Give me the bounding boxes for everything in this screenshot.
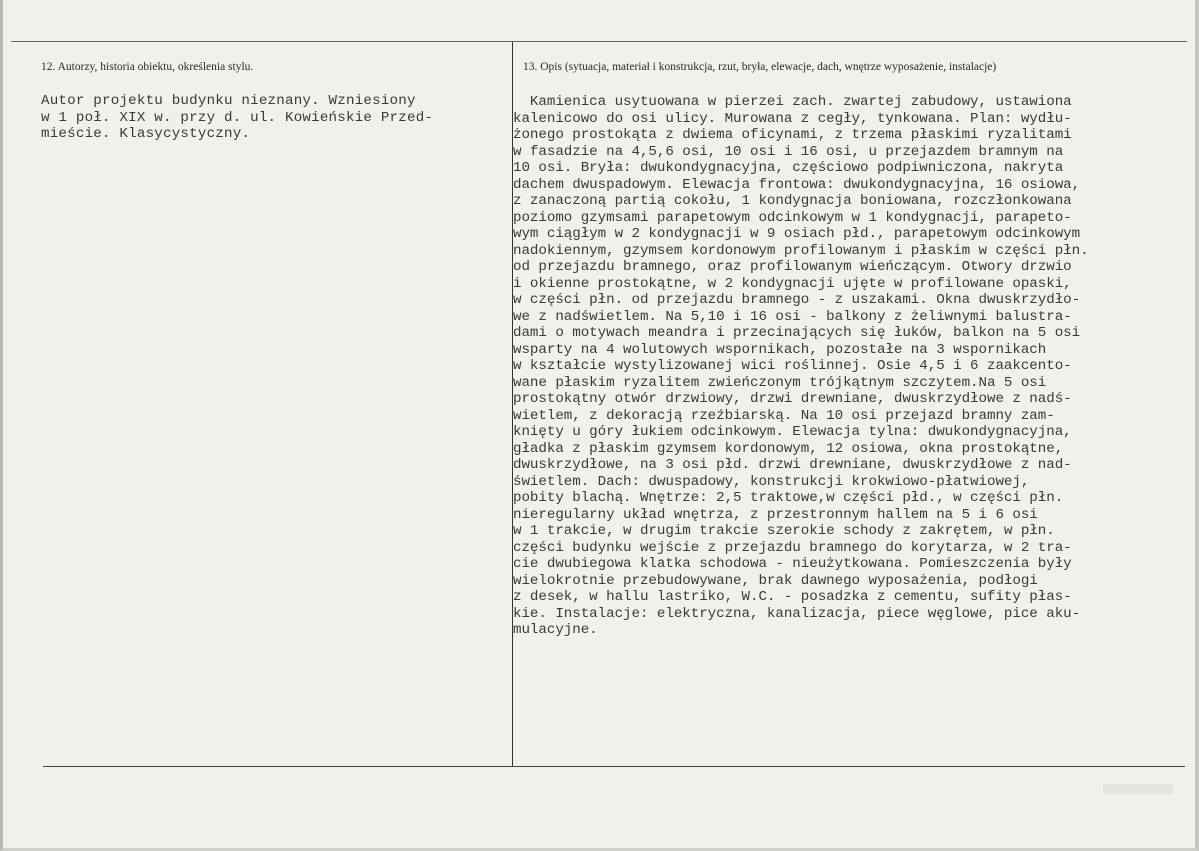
text-line: kalenicowo do osi ulicy. Murowana z cegły, tynkowana. Plan: wydłu-: [513, 110, 1072, 127]
text-line: wane płaskim ryzalitem zwieńczonym trójkątnym szczytem.Na 5 osi: [513, 374, 1047, 391]
text-line: nadokiennym, gzymsem kordonowym profilowanym i płaskim w części płn.: [513, 242, 1089, 259]
text-line: wsparty na 4 wolutowych wspornikach, pozostałe na 3 wspornikach: [513, 341, 1047, 358]
text-line: dwuskrzydłowe, na 3 osi płd. drzwi drewniane, dwuskrzydłowe z nad-: [513, 457, 1072, 473]
text-line: i okienne prostokątne, w 2 kondygnacji ujęte w profilowane opaski,: [513, 275, 1072, 292]
bleed-through-marks: · · · · · · · · · ·: [237, 79, 329, 88]
section-12-heading: 12. Autorzy, historia obiektu, określenia stylu.: [41, 61, 254, 73]
top-rule: [11, 41, 1187, 42]
text-line: mieście. Klasycystyczny.: [41, 126, 251, 142]
text-line: dami o motywach meandra i przecinających się łuków, balkon na 5 osi: [513, 325, 1081, 341]
text-line: prostokątny otwór drzwiowy, drzwi drewniane, dwuskrzydłowe z nadś-: [513, 391, 1072, 407]
section-12-text: [41, 93, 433, 143]
text-line: wym ciągłym w 2 kondygnacji w 9 osiach płd., parapetowym odcinkowym: [513, 226, 1081, 242]
text-line: 10 osi. Bryła: dwukondygnacyjna, częściowo podpiwniczona, nakryta: [513, 160, 1064, 176]
text-line: dachem dwuspadowym. Elewacja frontowa: dwukondygnacyjna, 16 osiowa,: [513, 176, 1081, 193]
section-13-heading: 13. Opis (sytuacja, materiał i konstrukcja, rzut, bryła, elewacje, dach, wnętrze wyposażenie, instalacje): [523, 61, 997, 73]
text-line: wielokrotnie przebudowywane, brak dawnego wyposażenia, podłogi: [513, 572, 1038, 589]
text-line: w 1 poł. XIX w. przy d. ul. Kowieńskie Przed-: [41, 109, 434, 126]
text-line: od przejazdu bramnego, oraz profilowanym wieńczącym. Otwory drzwio: [513, 259, 1072, 275]
text-line: części budynku wejście z przejazdu bramnego do korytarza, w 2 tra-: [513, 539, 1072, 556]
text-line: świetlem. Dach: dwuspadowy, konstrukcji krokwiowo-płatwiowej,: [513, 473, 1030, 490]
bottom-rule: [43, 766, 1185, 767]
text-line: w fasadzie na 4,5,6 osi, 10 osi i 16 osi, u przejazdem bramnym na: [513, 143, 1064, 160]
text-line: nieregularny układ wnętrza, z przestronnym hallem na 5 i 6 osi: [513, 506, 1038, 523]
text-line: cie dwubiegowa klatka schodowa - nieużytkowana. Pomieszczenia były: [513, 556, 1072, 572]
text-line: gładka z płaskim gzymsem kordonowym, 12 osiowa, okna prostokątne,: [513, 440, 1064, 457]
text-line: we z nadświetlem. Na 5,10 i 16 osi - balkony z żeliwnymi balustra-: [513, 308, 1072, 325]
text-line: z zanaczoną partią cokołu, 1 kondygnacja boniowana, rozczłonkowana: [513, 193, 1072, 209]
text-line: żonego prostokąta z dwiema oficynami, z trzema płaskimi ryzalitami: [513, 127, 1072, 143]
text-line: z desek, w hallu lastriko, W.C. - posadzka z cementu, sufity płas-: [513, 589, 1072, 605]
paper-stain: [1103, 784, 1173, 794]
text-line: Kamienica usytuowana w pierzei zach. zwartej zabudowy, ustawiona: [513, 94, 1072, 110]
text-line: kie. Instalacje: elektryczna, kanalizacja, piece węglowe, pice aku-: [513, 605, 1081, 622]
text-line: Autor projektu budynku nieznany. Wzniesiony: [41, 93, 416, 109]
text-line: wietlem, z dekoracją rzeźbiarską. Na 10 osi przejazd bramny zam-: [513, 407, 1055, 424]
section-13-text: [513, 94, 1089, 639]
text-line: knięty u góry łukiem odcinkowym. Elewacja tylna: dwukondygnacyjna,: [513, 424, 1072, 440]
text-line: w 1 trakcie, w drugim trakcie szerokie schody z zakrętem, w płn.: [513, 523, 1055, 539]
text-line: pobity blachą. Wnętrze: 2,5 traktowe,w części płd., w części płn.: [513, 490, 1064, 506]
text-line: w kształcie wystylizowanej wici roślinnej. Osie 4,5 i 6 zaakcento-: [513, 358, 1072, 374]
text-line: w części płn. od przejazdu bramnego - z uszakami. Okna dwuskrzydło-: [513, 292, 1081, 308]
text-line: mulacyjne.: [513, 622, 598, 638]
text-line: poziomo gzymsami parapetowym odcinkowym w 1 kondygnacji, parapeto-: [513, 209, 1072, 226]
